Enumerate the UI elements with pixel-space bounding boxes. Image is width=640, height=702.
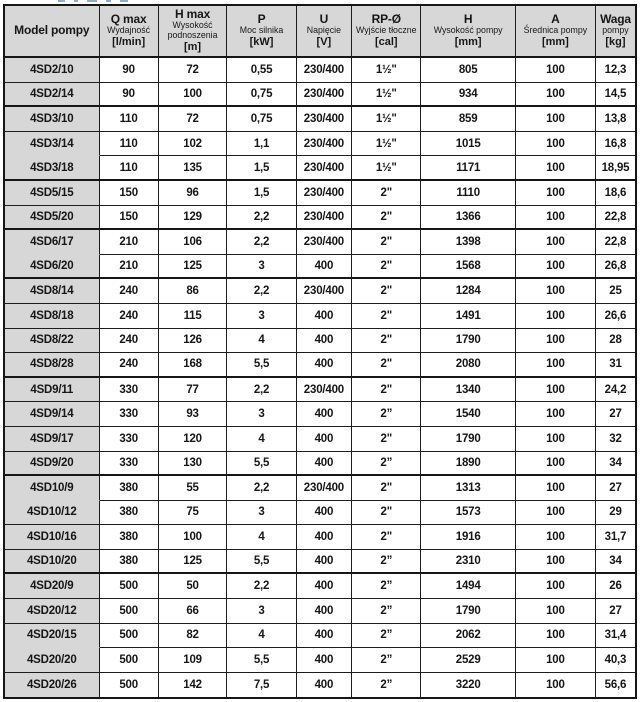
- value-cell-height: 1494: [421, 574, 516, 599]
- value-cell-qmax: 240: [100, 279, 159, 304]
- model-cell: 4SD20/12: [5, 599, 100, 624]
- value-cell-power: 5,5: [227, 353, 296, 378]
- table-row: [5, 181, 635, 206]
- table-row: [5, 476, 635, 501]
- value-cell-diameter: 100: [516, 255, 596, 280]
- column-subtitle: pompy: [602, 25, 629, 36]
- value-cell-weight: 16,8: [596, 132, 635, 157]
- value-cell-power: 7,5: [227, 673, 296, 698]
- value-cell-hmax: 102: [159, 132, 228, 157]
- value-cell-height: 1491: [421, 304, 516, 329]
- value-cell-diameter: 100: [516, 230, 596, 255]
- model-cell: 4SD3/14: [5, 132, 100, 157]
- value-cell-voltage: 400: [297, 525, 352, 550]
- value-cell-height: 3220: [421, 673, 516, 698]
- value-cell-voltage: 230/400: [297, 83, 352, 108]
- value-cell-diameter: 100: [516, 132, 596, 157]
- column-title: H: [463, 11, 473, 26]
- value-cell-outlet: 2": [352, 279, 421, 304]
- value-cell-qmax: 500: [100, 574, 159, 599]
- column-subtitle: Wydajność: [107, 25, 151, 36]
- model-cell: 4SD6/20: [5, 255, 100, 280]
- value-cell-qmax: 240: [100, 329, 159, 354]
- value-cell-height: 2080: [421, 353, 516, 378]
- value-cell-height: 1398: [421, 230, 516, 255]
- model-cell: 4SD6/17: [5, 230, 100, 255]
- value-cell-hmax: 126: [159, 329, 228, 354]
- value-cell-outlet: 2”: [352, 624, 421, 649]
- value-cell-voltage: 400: [297, 304, 352, 329]
- value-cell-weight: 34: [596, 452, 635, 477]
- column-title: A: [551, 11, 560, 26]
- value-cell-weight: 26: [596, 574, 635, 599]
- value-cell-diameter: 100: [516, 476, 596, 501]
- column-subtitle: Wysokość pompy: [433, 25, 503, 36]
- table-row: [5, 156, 635, 181]
- model-cell: 4SD2/14: [5, 83, 100, 108]
- column-title: H max: [175, 6, 211, 21]
- clipped-text-artifact: [58, 0, 128, 3]
- value-cell-power: 0,75: [227, 83, 296, 108]
- value-cell-outlet: 2": [352, 181, 421, 206]
- value-cell-outlet: 2": [352, 353, 421, 378]
- value-cell-power: 4: [227, 427, 296, 452]
- value-cell-height: 2529: [421, 648, 516, 673]
- value-cell-weight: 12,3: [596, 58, 635, 83]
- model-cell: 4SD10/16: [5, 525, 100, 550]
- value-cell-height: 2310: [421, 550, 516, 575]
- column-subtitle: Średnica pompy: [523, 25, 588, 36]
- value-cell-hmax: 75: [159, 501, 228, 526]
- model-cell: 4SD5/15: [5, 181, 100, 206]
- header-row: [5, 6, 635, 58]
- value-cell-hmax: 96: [159, 181, 228, 206]
- model-cell: 4SD8/22: [5, 329, 100, 354]
- model-cell: 4SD10/12: [5, 501, 100, 526]
- value-cell-power: 4: [227, 525, 296, 550]
- pump-spec-table: [3, 4, 637, 699]
- value-cell-power: 1,1: [227, 132, 296, 157]
- value-cell-power: 2,2: [227, 279, 296, 304]
- table-row: [5, 427, 635, 452]
- value-cell-voltage: 400: [297, 452, 352, 477]
- value-cell-hmax: 115: [159, 304, 228, 329]
- value-cell-diameter: 100: [516, 107, 596, 132]
- value-cell-height: 1366: [421, 206, 516, 231]
- column-header: [516, 6, 596, 58]
- value-cell-height: 2062: [421, 624, 516, 649]
- value-cell-power: 3: [227, 599, 296, 624]
- value-cell-hmax: 77: [159, 378, 228, 403]
- value-cell-power: 1,5: [227, 156, 296, 181]
- model-cell: 4SD5/20: [5, 206, 100, 231]
- value-cell-voltage: 400: [297, 574, 352, 599]
- value-cell-power: 3: [227, 304, 296, 329]
- model-cell: 4SD9/11: [5, 378, 100, 403]
- value-cell-outlet: 2”: [352, 648, 421, 673]
- value-cell-weight: 26,8: [596, 255, 635, 280]
- value-cell-diameter: 100: [516, 58, 596, 83]
- value-cell-power: 2,2: [227, 378, 296, 403]
- value-cell-outlet: 2”: [352, 402, 421, 427]
- value-cell-power: 5,5: [227, 452, 296, 477]
- value-cell-diameter: 100: [516, 574, 596, 599]
- value-cell-diameter: 100: [516, 427, 596, 452]
- value-cell-weight: 22,8: [596, 230, 635, 255]
- value-cell-weight: 24,2: [596, 378, 635, 403]
- value-cell-weight: 14,5: [596, 83, 635, 108]
- value-cell-hmax: 106: [159, 230, 228, 255]
- value-cell-qmax: 110: [100, 132, 159, 157]
- value-cell-outlet: 2”: [352, 550, 421, 575]
- value-cell-qmax: 240: [100, 353, 159, 378]
- value-cell-hmax: 72: [159, 107, 228, 132]
- value-cell-height: 1313: [421, 476, 516, 501]
- value-cell-qmax: 150: [100, 206, 159, 231]
- value-cell-qmax: 240: [100, 304, 159, 329]
- value-cell-height: 1790: [421, 599, 516, 624]
- value-cell-height: 1284: [421, 279, 516, 304]
- model-cell: 4SD9/17: [5, 427, 100, 452]
- table-row: [5, 525, 635, 550]
- value-cell-diameter: 100: [516, 206, 596, 231]
- value-cell-hmax: 93: [159, 402, 228, 427]
- value-cell-hmax: 55: [159, 476, 228, 501]
- table-row: [5, 624, 635, 649]
- value-cell-height: 805: [421, 58, 516, 83]
- value-cell-qmax: 210: [100, 255, 159, 280]
- value-cell-height: 859: [421, 107, 516, 132]
- value-cell-diameter: 100: [516, 599, 596, 624]
- column-header: [159, 6, 228, 58]
- value-cell-hmax: 135: [159, 156, 228, 181]
- value-cell-height: 1790: [421, 329, 516, 354]
- value-cell-outlet: 1½": [352, 156, 421, 181]
- value-cell-qmax: 330: [100, 402, 159, 427]
- value-cell-diameter: 100: [516, 550, 596, 575]
- value-cell-voltage: 230/400: [297, 476, 352, 501]
- value-cell-diameter: 100: [516, 378, 596, 403]
- value-cell-outlet: 2”: [352, 452, 421, 477]
- value-cell-voltage: 400: [297, 624, 352, 649]
- value-cell-height: 1340: [421, 378, 516, 403]
- value-cell-height: 1568: [421, 255, 516, 280]
- column-header: [100, 6, 159, 58]
- value-cell-weight: 40,3: [596, 648, 635, 673]
- value-cell-diameter: 100: [516, 452, 596, 477]
- value-cell-hmax: 100: [159, 525, 228, 550]
- value-cell-voltage: 400: [297, 501, 352, 526]
- value-cell-outlet: 2": [352, 206, 421, 231]
- value-cell-hmax: 82: [159, 624, 228, 649]
- model-cell: 4SD20/9: [5, 574, 100, 599]
- value-cell-diameter: 100: [516, 304, 596, 329]
- model-cell: 4SD2/10: [5, 58, 100, 83]
- value-cell-power: 3: [227, 255, 296, 280]
- value-cell-weight: 27: [596, 476, 635, 501]
- value-cell-power: 1,5: [227, 181, 296, 206]
- value-cell-power: 0,55: [227, 58, 296, 83]
- value-cell-diameter: 100: [516, 402, 596, 427]
- value-cell-voltage: 230/400: [297, 132, 352, 157]
- value-cell-power: 2,2: [227, 476, 296, 501]
- model-cell: 4SD3/10: [5, 107, 100, 132]
- model-cell: 4SD9/14: [5, 402, 100, 427]
- value-cell-qmax: 210: [100, 230, 159, 255]
- value-cell-weight: 13,8: [596, 107, 635, 132]
- value-cell-weight: 32: [596, 427, 635, 452]
- value-cell-voltage: 230/400: [297, 230, 352, 255]
- value-cell-hmax: 66: [159, 599, 228, 624]
- value-cell-voltage: 400: [297, 599, 352, 624]
- value-cell-outlet: 1½": [352, 58, 421, 83]
- value-cell-hmax: 130: [159, 452, 228, 477]
- column-unit: [kW]: [249, 36, 274, 49]
- value-cell-diameter: 100: [516, 501, 596, 526]
- column-unit: [m]: [183, 41, 202, 54]
- value-cell-qmax: 500: [100, 673, 159, 698]
- value-cell-diameter: 100: [516, 329, 596, 354]
- table-row: [5, 304, 635, 329]
- model-cell: 4SD8/28: [5, 353, 100, 378]
- value-cell-qmax: 110: [100, 107, 159, 132]
- value-cell-voltage: 400: [297, 353, 352, 378]
- model-cell: 4SD8/14: [5, 279, 100, 304]
- value-cell-height: 934: [421, 83, 516, 108]
- value-cell-qmax: 380: [100, 525, 159, 550]
- value-cell-outlet: 2": [352, 501, 421, 526]
- value-cell-weight: 27: [596, 402, 635, 427]
- value-cell-qmax: 380: [100, 550, 159, 575]
- value-cell-voltage: 230/400: [297, 156, 352, 181]
- value-cell-hmax: 100: [159, 83, 228, 108]
- value-cell-weight: 28: [596, 329, 635, 354]
- value-cell-power: 3: [227, 501, 296, 526]
- value-cell-qmax: 500: [100, 599, 159, 624]
- table-row: [5, 353, 635, 378]
- value-cell-height: 1171: [421, 156, 516, 181]
- value-cell-qmax: 330: [100, 427, 159, 452]
- value-cell-power: 5,5: [227, 550, 296, 575]
- column-subtitle: Napięcie: [306, 25, 341, 36]
- value-cell-outlet: 2": [352, 378, 421, 403]
- value-cell-height: 1540: [421, 402, 516, 427]
- value-cell-hmax: 120: [159, 427, 228, 452]
- value-cell-hmax: 109: [159, 648, 228, 673]
- model-cell: 4SD8/18: [5, 304, 100, 329]
- table-row: [5, 550, 635, 575]
- value-cell-voltage: 230/400: [297, 181, 352, 206]
- value-cell-height: 1110: [421, 181, 516, 206]
- value-cell-outlet: 2”: [352, 599, 421, 624]
- value-cell-qmax: 500: [100, 624, 159, 649]
- value-cell-weight: 27: [596, 599, 635, 624]
- table-row: [5, 402, 635, 427]
- value-cell-qmax: 330: [100, 378, 159, 403]
- value-cell-outlet: 2”: [352, 673, 421, 698]
- value-cell-power: 2,2: [227, 574, 296, 599]
- value-cell-voltage: 230/400: [297, 107, 352, 132]
- column-unit: [mm]: [541, 36, 569, 49]
- table-row: [5, 574, 635, 599]
- value-cell-hmax: 129: [159, 206, 228, 231]
- value-cell-diameter: 100: [516, 648, 596, 673]
- model-cell: 4SD3/18: [5, 156, 100, 181]
- value-cell-voltage: 400: [297, 550, 352, 575]
- value-cell-outlet: 2": [352, 329, 421, 354]
- value-cell-outlet: 1½": [352, 83, 421, 108]
- value-cell-voltage: 400: [297, 329, 352, 354]
- value-cell-power: 3: [227, 402, 296, 427]
- value-cell-outlet: 2": [352, 476, 421, 501]
- value-cell-weight: 56,6: [596, 673, 635, 698]
- value-cell-diameter: 100: [516, 353, 596, 378]
- value-cell-diameter: 100: [516, 156, 596, 181]
- table-row: [5, 378, 635, 403]
- value-cell-qmax: 110: [100, 156, 159, 181]
- model-cell: 4SD20/15: [5, 624, 100, 649]
- value-cell-voltage: 230/400: [297, 378, 352, 403]
- value-cell-power: 0,75: [227, 107, 296, 132]
- value-cell-voltage: 230/400: [297, 279, 352, 304]
- value-cell-hmax: 142: [159, 673, 228, 698]
- table-row: [5, 673, 635, 698]
- table-row: [5, 599, 635, 624]
- value-cell-voltage: 230/400: [297, 58, 352, 83]
- value-cell-outlet: 1½": [352, 107, 421, 132]
- value-cell-outlet: 2": [352, 427, 421, 452]
- value-cell-power: 2,2: [227, 230, 296, 255]
- value-cell-height: 1015: [421, 132, 516, 157]
- value-cell-power: 2,2: [227, 206, 296, 231]
- model-cell: 4SD9/20: [5, 452, 100, 477]
- column-title: RP-Ø: [371, 11, 401, 26]
- table-row: [5, 329, 635, 354]
- value-cell-outlet: 2": [352, 304, 421, 329]
- value-cell-weight: 29: [596, 501, 635, 526]
- column-subtitle: Moc silnika: [239, 25, 284, 36]
- value-cell-voltage: 400: [297, 648, 352, 673]
- column-header: [352, 6, 421, 58]
- column-unit: [kg]: [605, 36, 626, 49]
- value-cell-outlet: 2": [352, 525, 421, 550]
- model-cell: 4SD20/26: [5, 673, 100, 698]
- value-cell-height: 1573: [421, 501, 516, 526]
- column-title: P: [257, 11, 266, 26]
- value-cell-weight: 34: [596, 550, 635, 575]
- value-cell-qmax: 150: [100, 181, 159, 206]
- value-cell-hmax: 125: [159, 550, 228, 575]
- value-cell-voltage: 230/400: [297, 206, 352, 231]
- column-header: [421, 6, 516, 58]
- column-unit: [l/min]: [112, 36, 146, 49]
- value-cell-voltage: 400: [297, 673, 352, 698]
- table-row: [5, 83, 635, 108]
- table-row: [5, 107, 635, 132]
- column-subtitle: Wyjście tłoczne: [355, 25, 417, 36]
- value-cell-weight: 31,4: [596, 624, 635, 649]
- value-cell-height: 1916: [421, 525, 516, 550]
- value-cell-diameter: 100: [516, 525, 596, 550]
- column-unit: [cal]: [374, 36, 398, 49]
- value-cell-qmax: 90: [100, 58, 159, 83]
- value-cell-hmax: 50: [159, 574, 228, 599]
- value-cell-weight: 31,7: [596, 525, 635, 550]
- column-header: [596, 6, 635, 58]
- value-cell-voltage: 400: [297, 402, 352, 427]
- model-cell: 4SD10/9: [5, 476, 100, 501]
- column-subtitle: Wysokość podnoszenia: [167, 20, 218, 41]
- value-cell-weight: 18,6: [596, 181, 635, 206]
- value-cell-height: 1790: [421, 427, 516, 452]
- table-row: [5, 279, 635, 304]
- value-cell-diameter: 100: [516, 673, 596, 698]
- value-cell-diameter: 100: [516, 181, 596, 206]
- value-cell-weight: 25: [596, 279, 635, 304]
- value-cell-power: 4: [227, 624, 296, 649]
- column-unit: [mm]: [454, 36, 482, 49]
- table-row: [5, 58, 635, 83]
- value-cell-power: 4: [227, 329, 296, 354]
- value-cell-weight: 22,8: [596, 206, 635, 231]
- value-cell-outlet: 1½": [352, 132, 421, 157]
- value-cell-hmax: 72: [159, 58, 228, 83]
- column-header: [227, 6, 296, 58]
- value-cell-weight: 31: [596, 353, 635, 378]
- column-title: Model pompy: [14, 23, 90, 38]
- value-cell-height: 1890: [421, 452, 516, 477]
- value-cell-diameter: 100: [516, 624, 596, 649]
- table-row: [5, 452, 635, 477]
- value-cell-qmax: 500: [100, 648, 159, 673]
- value-cell-outlet: 2”: [352, 574, 421, 599]
- value-cell-hmax: 125: [159, 255, 228, 280]
- column-title: U: [319, 11, 329, 26]
- table-row: [5, 648, 635, 673]
- value-cell-outlet: 2": [352, 230, 421, 255]
- value-cell-qmax: 90: [100, 83, 159, 108]
- value-cell-outlet: 2": [352, 255, 421, 280]
- table-row: [5, 501, 635, 526]
- value-cell-voltage: 400: [297, 255, 352, 280]
- model-cell: 4SD20/20: [5, 648, 100, 673]
- value-cell-weight: 18,95: [596, 156, 635, 181]
- column-title: Q max: [110, 11, 147, 26]
- value-cell-diameter: 100: [516, 83, 596, 108]
- value-cell-qmax: 380: [100, 501, 159, 526]
- value-cell-hmax: 86: [159, 279, 228, 304]
- value-cell-qmax: 380: [100, 476, 159, 501]
- column-unit: [V]: [316, 36, 332, 49]
- table-body: [5, 58, 635, 697]
- table-row: [5, 230, 635, 255]
- table-row: [5, 206, 635, 231]
- value-cell-power: 5,5: [227, 648, 296, 673]
- value-cell-qmax: 330: [100, 452, 159, 477]
- column-title: Waga: [600, 11, 631, 26]
- model-cell: 4SD10/20: [5, 550, 100, 575]
- column-header: [297, 6, 352, 58]
- value-cell-diameter: 100: [516, 279, 596, 304]
- table-row: [5, 255, 635, 280]
- column-header: [5, 6, 100, 58]
- value-cell-weight: 26,6: [596, 304, 635, 329]
- value-cell-hmax: 168: [159, 353, 228, 378]
- value-cell-voltage: 400: [297, 427, 352, 452]
- table-row: [5, 132, 635, 157]
